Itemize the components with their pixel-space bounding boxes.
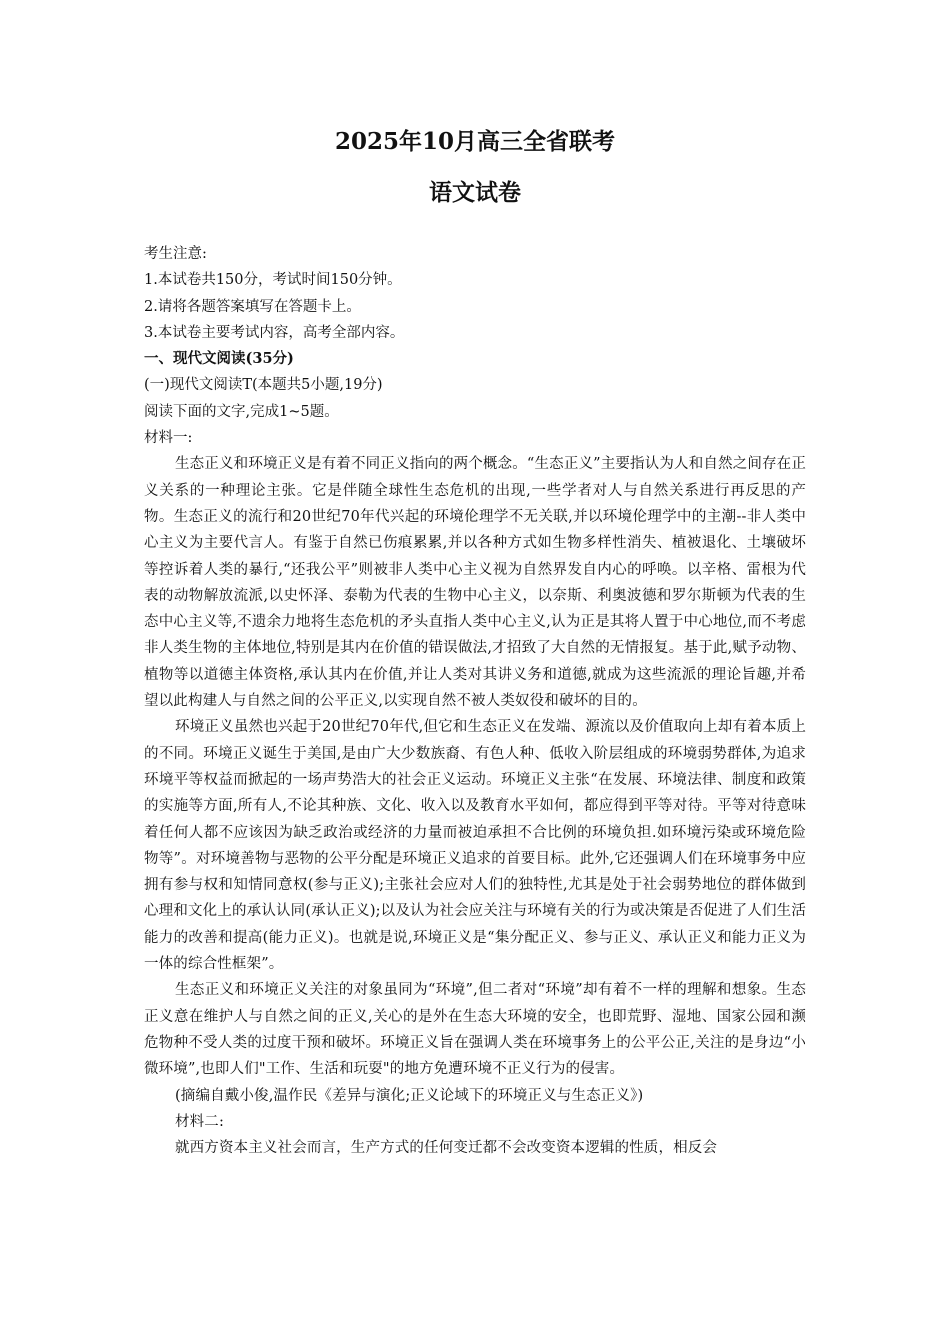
section-title: 一、现代文阅读(35分)	[144, 350, 294, 368]
section-subtitle: (一)现代文阅读T(本题共5小题,19分)	[144, 377, 383, 394]
notice-item: 2.请将各题答案填写在答题卡上。	[144, 298, 361, 315]
material1-paragraph: 环境正义虽然也兴起于20世纪70年代,但它和生态正义在发端、源流以及价值取向上却有着本质上的不同。环境正义诞生于美国,是由广大少数族裔、有色人种、低收入阶层组成的环境弱势群体,为追求环境平等权益而掀起的一场声势浩大的社会正义运动。环境正义主张“在发展、环境法律、制度和政策的实施等方面,所有人,不论其种族、文化、收入以及教育水平如何，都应得到平等对待。平等对待意味着任何人都不应该因为缺乏政治或经济的力量而被迫承担不合比例的环境负担.如环境污染或环境危险物等”。对环境善物与恶物的公平分配是环境正义追求的首要目标。此外,它还强调人们在环境事务中应拥有参与权和知情同意权(参与正义);主张社会应对人们的独特性,尤其是处于社会弱势地位的群体做到心理和文化上的承认认同(承认正义);以及认为社会应关注与环境有关的行为或决策是否促进了人们生活能力的改善和提高(能力正义)。也就是说,环境正义是“集分配正义、参与正义、承认正义和能力正义为一体的综合性框架”。	[144, 719, 806, 973]
material2-label: 材料二:	[175, 1113, 224, 1130]
material1-label: 材料一:	[144, 430, 193, 447]
material1-paragraph: 生态正义和环境正义是有着不同正义指向的两个概念。“生态正义”主要指认为人和自然之间存在正义关系的一种理论主张。它是伴随全球性生态危机的出现,一些学者对人与自然关系进行再反思的产物。生态正义的流行和20世纪70年代兴起的环境伦理学不无关联,并以环境伦理学中的主潮--非人类中心主义为主要代言人。有鉴于自然已伤痕累累,并以各种方式如生物多样性消失、植被退化、土壤破坏等控诉着人类的暴行,“还我公平”则被非人类中心主义视为自然界发自内心的呼唤。以辛格、雷根为代表的动物解放流派,以史怀泽、泰勒为代表的生物中心主义，以奈斯、利奥波德和罗尔斯顿为代表的生态中心主义等,不遗余力地将生态危机的矛头直指人类中心主义,认为正是其将人置于中心地位,而不考虑非人类生物的主体地位,特别是其内在价值的错误做法,才招致了大自然的无情报复。基于此,赋予动物、植物等以道德主体资格,承认其内在价值,并让人类对其讲义务和道德,就成为这些流派的理论旨趣,并希望以此构建人与自然之间的公平正义,以实现自然不被人类奴役和破坏的目的。	[144, 456, 806, 710]
section-instruction: 阅读下面的文字,完成1~5题。	[144, 403, 339, 420]
material2-paragraph: 就西方资本主义社会而言，生产方式的任何变迁都不会改变资本逻辑的性质，相反会	[175, 1140, 718, 1157]
notice-heading: 考生注意:	[144, 246, 207, 262]
material1-paragraph: 生态正义和环境正义关注的对象虽同为“环境”,但二者对“环境”却有着不一样的理解和想象。生态正义意在维护人与自然之间的正义,关心的是外在生态大环境的安全，也即荒野、湿地、国家公园和濒危物种不受人类的过度干预和破坏。环境正义旨在强调人类在环境事务上的公平公正,关注的是身边“小微环境”,也即人们"工作、生活和玩耍"的地方免遭环境不正义行为的侵害。	[144, 982, 806, 1078]
exam-subtitle: 语文试卷	[429, 179, 521, 206]
material1-body	[144, 451, 806, 1161]
notice-item: 3.本试卷主要考试内容，高考全部内容。	[144, 324, 405, 341]
material1-source: (摘编自戴小俊,温作民《差异与演化;正义论域下的环境正义与生态正义》)	[175, 1087, 644, 1104]
exam-title: 2025年10月高三全省联考	[334, 128, 616, 155]
notice-item: 1.本试卷共150分，考试时间150分钟。	[144, 272, 402, 289]
notice-block	[144, 241, 806, 451]
